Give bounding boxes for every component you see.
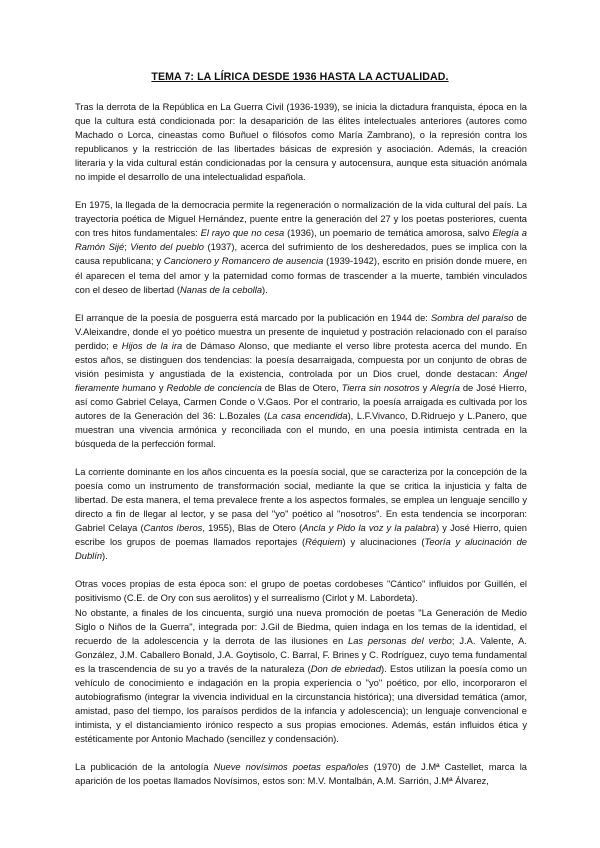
paragraph-posguerra: El arranque de la poesía de posguerra está marcado por la publicación en 1944 de: Sombra del paraíso de V.Aleixandre, donde el yo poético muestra un presente de inquietud y postración relacionado con el paraíso perdido; e Hijos de la ira de Dámaso Alonso, que mediante el verso libre protesta acerca del mundo. En estos años, se distinguen dos tendencias: la poesía desarraigada, compuesta por un conjunto de obras de visión pesimista y angustiada de la existencia, controlada por un Dios cruel, donde destacan: Ángel fieramente humano y Redoble de conciencia de Blas de Otero, Tierra sin nosotros y Alegría de José Hierro, así como Gabriel Celaya, Carmen Conde o V.Gaos. Por el contrario, la poesía arraigada es cultivada por los autores de la Generación del 36: L.Bozales (La casa encendida), L.F.Vivanco, D.Ridruejo y L.Panero, que muestran una vivencia armónica y reconciliada con el mundo, en una poesía intimista centrada en la búsqueda de la perfección formal.	[75, 312, 528, 450]
paragraph-democracia-hernandez: En 1975, la llegada de la democracia permite la regeneración o normalización de la vida cultural del país. La trayectoria poética de Miguel Hernández, puente entre la generación del 27 y los poetas posteriores, cuenta con tres hitos fundamentales: El rayo que no cesa (1936), un poemario de temática amorosa, salvo Elegía a Ramón Sijé; Viento del pueblo (1937), acerca del sufrimiento de los desheredados, pues se implica con la causa republicana; y Cancionero y Romancero de ausencia (1939-1942), escrito en prisión donde muere, en él aparecen el tema del amor y la paternidad como formas de trascender a la muerte, también vinculados con el deseo de libertad (Nanas de la cebolla).	[75, 200, 527, 295]
document-body	[75, 100, 527, 802]
paragraph-otras-voces: Otras voces propias de esta época son: el grupo de poetas cordobeses "Cántico" influidos por Guillén, el positivismo (C.E. de Ory con sus aerolitos) y el surrealismo (Cirlot y M. Labordeta).	[75, 579, 527, 604]
paragraph-medio-siglo: No obstante, a finales de los cincuenta, surgió una nueva promoción de poetas "La Generación de Medio Siglo o Niños de la Guerra", integrada por: J.Gil de Biedma, quien indaga en los temas de la identidad, el recuerdo de la adolescencia y la derrota de las ilusiones en Las personas del verbo; J.A. Valente, A. González, J.M. Caballero Bonald, J.A. Goytisolo, C. Barral, F. Brines y C. Rodríguez, cuyo tema fundamental es la trascendencia de su yo a través de la naturaleza (Don de ebriedad). Estos utilizan la poesía como un vehículo de conocimiento e indagación en la propia experiencia o "yo" poético, por ello, incorporaron el autobiografismo (integrar la vivencia individual en la circunstancia histórica); una diversidad temática (amor, amistad, paso del tiempo, los paraísos perdidos de la infancia y adolescencia); un lenguaje convencional e intimista, y el distanciamiento irónico respecto a sus propias emociones. Además, están influidos ética y estéticamente por Antonio Machado (sencillez y condensación).	[75, 607, 527, 744]
paragraph-novisimos: La publicación de la antología Nueve novísimos poetas españoles (1970) de J.Mª Castellet, marca la aparición de los poetas llamados Novísimos, estos son: M.V. Montalbán, A.M. Sarrión, J.Mª Álvarez,	[75, 761, 527, 787]
page-title: TEMA 7: LA LÍRICA DESDE 1936 HASTA LA ACTUALIDAD.	[151, 71, 449, 83]
paragraph-dictadura: Tras la derrota de la República en La Guerra Civil (1936-1939), se inicia la dictadura franquista, época en la que la cultura está condicionada por: la desaparición de las élites intelectuales anteriores (autores como Machado o Lorca, cineastas como Buñuel o filósofos como María Zambrano), o la represión contra los republicanos y la restricción de las libertades básicas de expresión y asociación. Además, la creación literaria y la vida cultural están condicionadas por la censura y autocensura, aunque esta situación anómala no impide el desarrollo de una intelectualidad española.	[75, 102, 527, 183]
paragraph-poesia-social: La corriente dominante en los años cincuenta es la poesía social, que se caracteriza por la concepción de la poesía como un instrumento de transformación social, mediante la que se critica la injusticia y falta de libertad. De esta manera, el tema prevalece frente a los aspectos formales, se emplea un lenguaje sencillo y directo a fin de llegar al lector, y se pasa del "yo" poético al "nosotros". En esta tendencia se incorporan: Gabriel Celaya (Cantos íberos, 1955), Blas de Otero (Ancla y Pido la voz y la palabra) y José Hierro, quien escribe los grupos de poemas llamados reportajes (Réquiem) y alucinaciones (Teoría y alucinación de Dublín).	[75, 467, 528, 562]
